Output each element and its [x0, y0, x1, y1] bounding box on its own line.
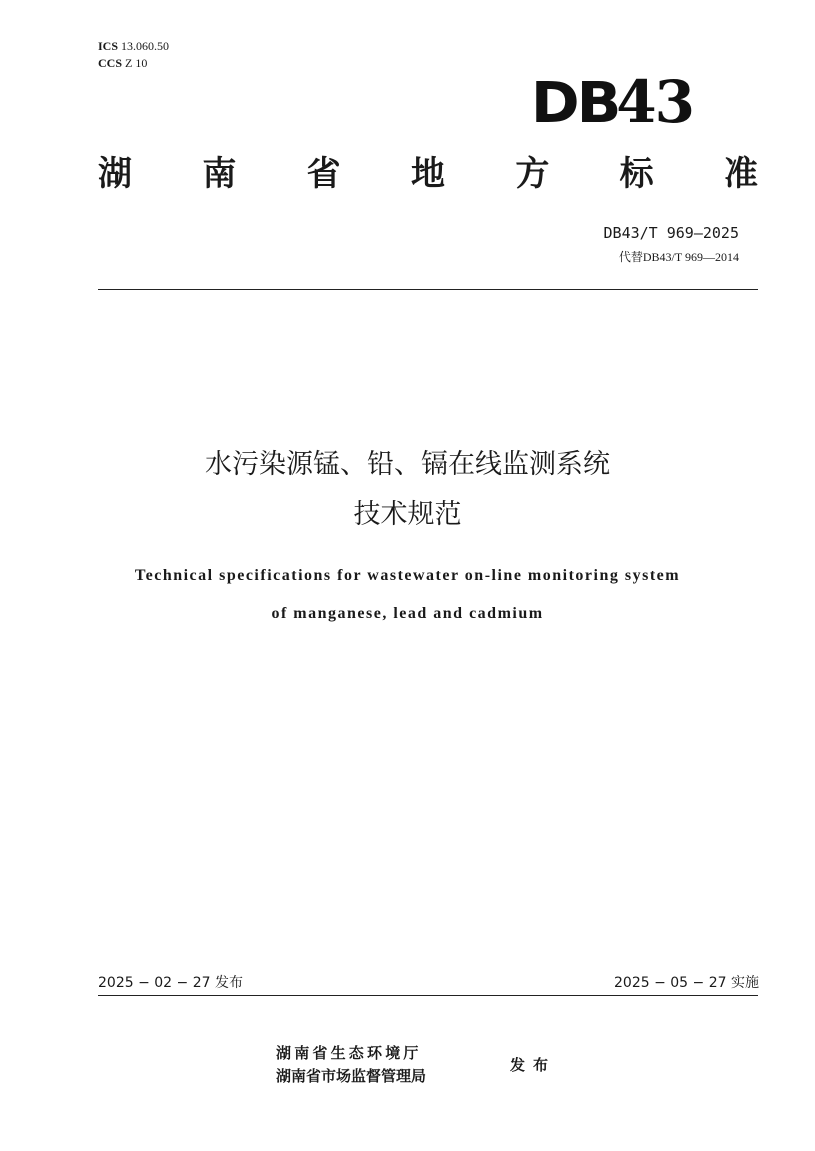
classification-codes: [98, 38, 169, 72]
standard-type-heading: [98, 152, 758, 196]
publish-label: 发布: [510, 1056, 557, 1074]
ics-code: ICS 13.060.50: [98, 39, 170, 53]
chinese-title-line2: 技术规范: [353, 499, 462, 530]
standard-number: DB43/T 969—2025: [603, 224, 739, 242]
chinese-title-line1: 水污染源锰、铅、镉在线监测系统: [205, 449, 610, 480]
db43-logo: DB43: [531, 68, 693, 136]
footer-divider: [98, 995, 758, 996]
implement-date: 2025 − 05 − 27 实施: [614, 975, 759, 991]
standard-type-char: 标: [619, 154, 654, 194]
english-title-line1: Technical specifications for wastewater on-line monitoring system: [134, 567, 681, 584]
issuing-authorities: [276, 1042, 426, 1088]
issuer-environment: 湖南省生态环境厅: [276, 1044, 422, 1062]
standard-type-char: 地: [410, 154, 445, 194]
standard-type-char: 南: [202, 154, 237, 194]
replaces-note: 代替DB43/T 969—2014: [618, 250, 739, 264]
standard-type-char: 省: [306, 154, 341, 194]
header-divider: [98, 289, 758, 290]
english-title-line2: of manganese, lead and cadmium: [271, 605, 544, 622]
standard-type-char: 准: [723, 154, 758, 194]
standard-type-char: 方: [515, 154, 550, 194]
standard-type-char: 湖: [98, 154, 132, 194]
ccs-code: CCS Z 10: [98, 56, 148, 70]
issue-date: 2025 − 02 − 27 发布: [98, 975, 243, 991]
issuer-market-regulation: 湖南省市场监督管理局: [276, 1067, 427, 1085]
